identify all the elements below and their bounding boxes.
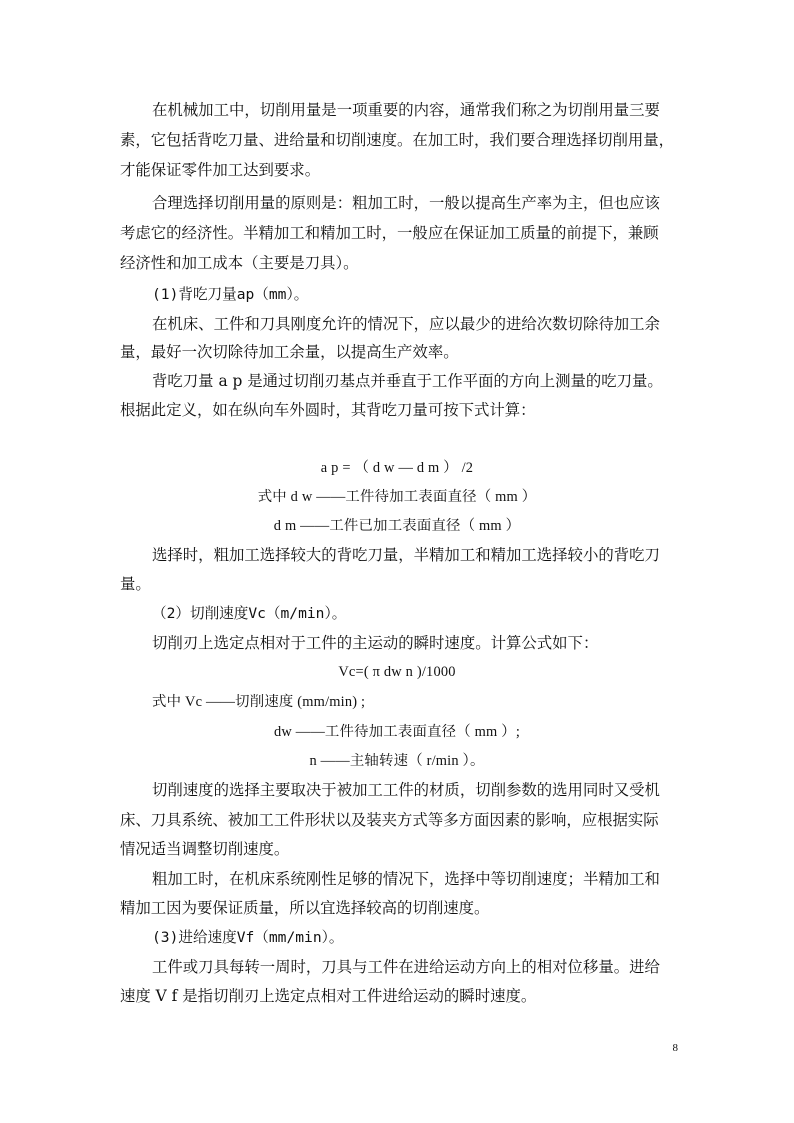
paragraph-line: 根据此定义，如在纵向车外圆时，其背吃刀量可按下式计算：: [120, 401, 536, 419]
paragraph-line: 床、刀具系统、被加工工件形状以及装夹方式等多方面因素的影响，应根据实际: [120, 811, 659, 829]
paragraph-line: 考虑它的经济性。半精加工和精加工时，一般应在保证加工质量的前提下，兼顾: [120, 224, 659, 242]
paragraph-line: 量，最好一次切除待加工余量，以提高生产效率。: [120, 343, 459, 361]
section-heading: （2）切削速度Vc（m/min）。: [152, 605, 347, 622]
paragraph-line: 粗加工时，在机床系统刚性足够的情况下，选择中等切削速度；半精加工和: [152, 870, 660, 888]
paragraph-line: 经济性和加工成本（主要是刀具）。: [120, 254, 359, 272]
formula-line: Vc=( π dw n )/1000: [338, 664, 456, 680]
paragraph-line: 情况适当调整切削速度。: [120, 840, 290, 858]
paragraph-line: 精加工因为要保证质量，所以宜选择较高的切削速度。: [120, 899, 490, 917]
formula-line: a p = （ d w — d m ） /2: [320, 460, 474, 476]
page-number: 8: [672, 1042, 678, 1054]
paragraph-line: 才能保证零件加工达到要求。: [120, 161, 321, 179]
section-heading: (3)进给速度Vf（mm/min）。: [152, 929, 344, 946]
formula-line: d m ——工件已加工表面直径（ mm ）: [273, 518, 521, 534]
section-heading: (1)背吃刀量ap（mm）。: [152, 286, 309, 303]
paragraph-line: 背吃刀量 a p 是通过切削刃基点并垂直于工作平面的方向上测量的吃刀量。: [152, 372, 663, 390]
paragraph-line: 素，它包括背吃刀量、进给量和切削速度。在加工时，我们要合理选择切削用量，: [120, 131, 675, 149]
paragraph-line: 在机床、工件和刀具刚度允许的情况下，应以最少的进给次数切除待加工余: [152, 315, 660, 333]
paragraph-line: 速度 V f 是指切削刃上选定点相对工件进给运动的瞬时速度。: [120, 987, 537, 1005]
paragraph-line: 在机械加工中，切削用量是一项重要的内容，通常我们称之为切削用量三要: [152, 101, 660, 119]
formula-line: 式中 Vc ——切削速度 (mm/min) ;: [152, 694, 366, 710]
paragraph-line: 工件或刀具每转一周时，刀具与工件在进给运动方向上的相对位移量。进给: [152, 958, 660, 976]
formula-line: 式中 d w ——工件待加工表面直径（ mm ）: [257, 489, 537, 505]
formula-line: dw ——工件待加工表面直径（ mm ）;: [273, 724, 521, 740]
paragraph-line: 选择时，粗加工选择较大的背吃刀量，半精加工和精加工选择较小的背吃刀: [152, 546, 660, 564]
paragraph-line: 切削速度的选择主要取决于被加工工件的材质，切削参数的选用同时又受机: [152, 781, 660, 799]
paragraph-line: 合理选择切削用量的原则是：粗加工时，一般以提高生产率为主，但也应该: [152, 194, 660, 212]
formula-line: n ——主轴转速（ r/min ）。: [309, 753, 485, 769]
paragraph-line: 切削刃上选定点相对于工件的主运动的瞬时速度。计算公式如下：: [152, 634, 599, 652]
paragraph-line: 量。: [120, 575, 151, 593]
